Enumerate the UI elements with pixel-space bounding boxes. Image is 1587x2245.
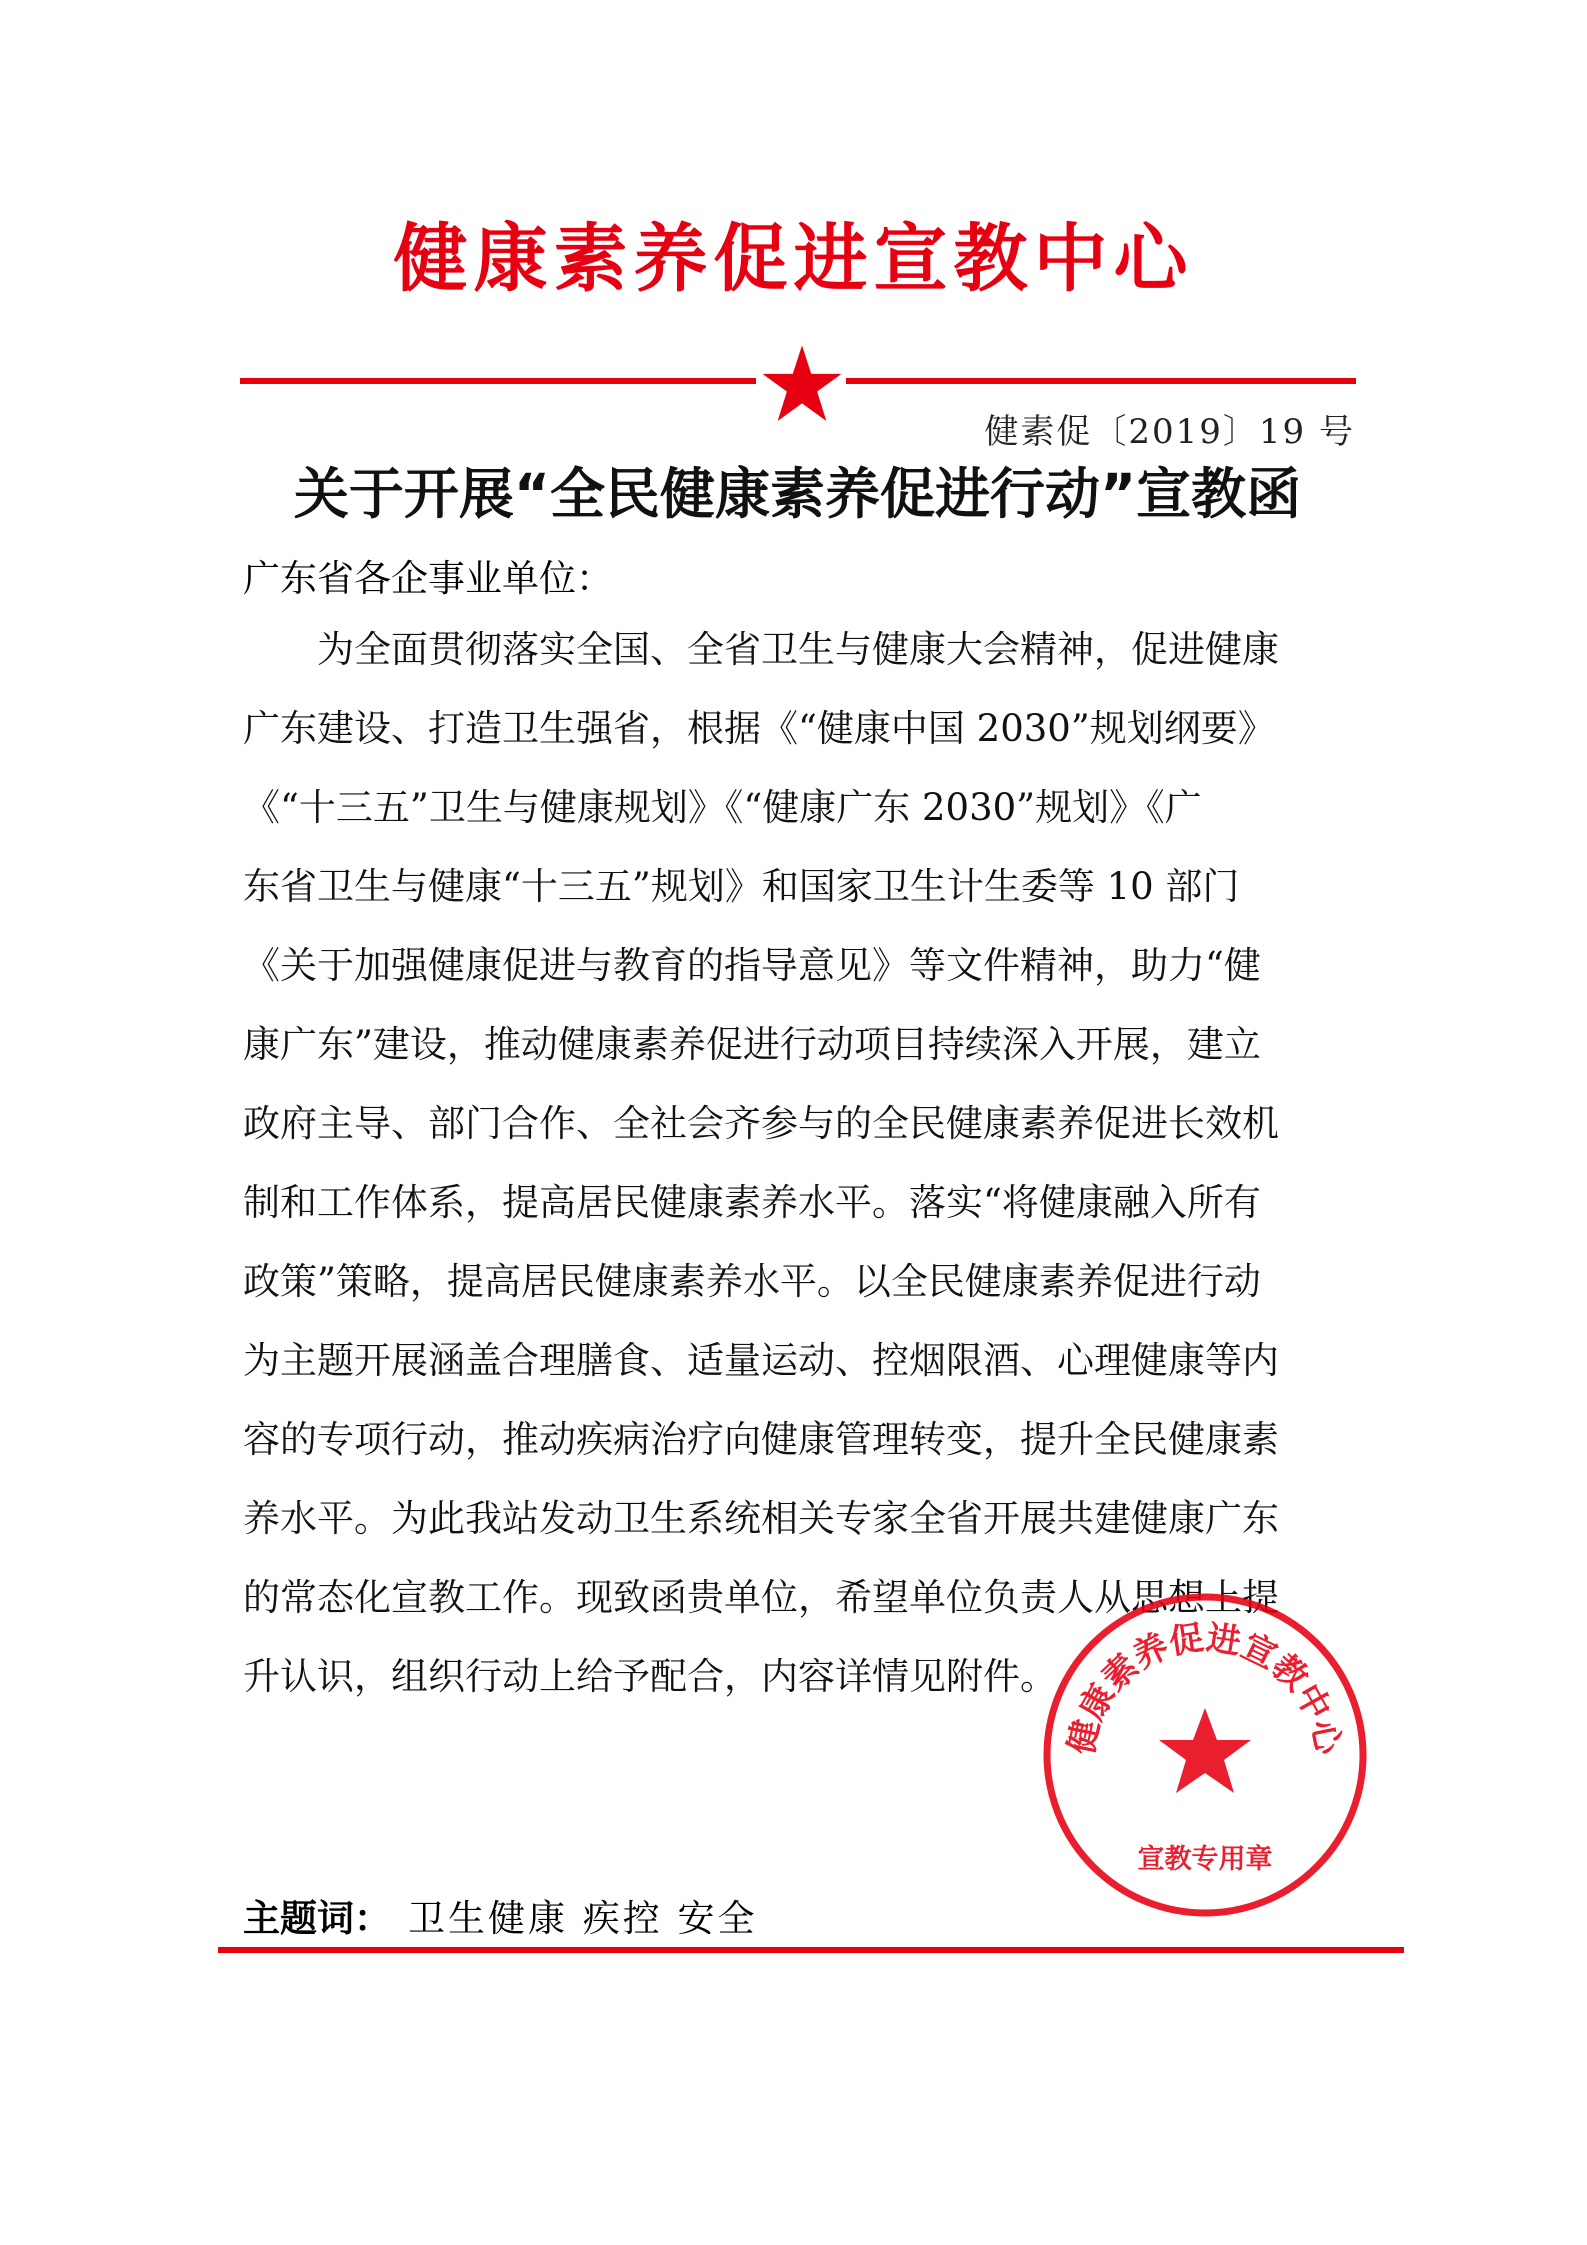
keywords-value: 卫生健康 疾控 安全: [408, 1897, 758, 1940]
body-line: 养水平。为此我站发动卫生系统相关专家全省开展共建健康广东: [243, 1497, 1279, 1540]
org-title: 健康素养促进宣教中心: [393, 216, 1194, 302]
seal-star-icon: [1159, 1708, 1251, 1793]
body-line: 的常态化宣教工作。现致函贵单位，希望单位负责人从思想上提: [243, 1576, 1279, 1619]
star-icon: [760, 342, 844, 426]
body-line: 《关于加强健康促进与教育的指导意见》等文件精神，助力“健: [243, 944, 1261, 987]
body-line: 容的专项行动，推动疾病治疗向健康管理转变，提升全民健康素: [243, 1418, 1279, 1461]
seal-ring-text: 健康素养促进宣教中心: [1061, 1617, 1349, 1758]
body-line: 制和工作体系，提高居民健康素养水平。落实“将健康融入所有: [243, 1181, 1261, 1224]
body-line: 为全面贯彻落实全国、全省卫生与健康大会精神，促进健康: [317, 628, 1279, 671]
addressee: 广东省各企事业单位：: [243, 557, 613, 600]
body-line: 广东建设、打造卫生强省，根据《“健康中国 2030”规划纲要》: [243, 707, 1275, 750]
body-line: 政府主导、部门合作、全社会齐参与的全民健康素养促进长效机: [243, 1102, 1279, 1145]
keywords-label: 主题词：: [243, 1897, 391, 1940]
header-rule-left: [240, 378, 756, 384]
official-seal: [1040, 1590, 1370, 1920]
body-line: 《“十三五”卫生与健康规划》《“健康广东 2030”规划》《广: [243, 786, 1202, 829]
body-line: 东省卫生与健康“十三五”规划》和国家卫生计生委等 10 部门: [243, 865, 1240, 908]
body-line: 升认识，组织行动上给予配合，内容详情见附件。: [243, 1655, 1057, 1698]
seal-bottom-text: 宣教专用章: [1137, 1844, 1273, 1875]
footer-rule: [218, 1947, 1404, 1953]
body-line: 政策”策略，提高居民健康素养水平。以全民健康素养促进行动: [243, 1260, 1261, 1303]
body-text: [243, 610, 1355, 1716]
document-title: 关于开展“全民健康素养促进行动”宣教函: [293, 462, 1302, 526]
document-number: 健素促〔2019〕19 号: [984, 412, 1355, 452]
body-line: 康广东”建设，推动健康素养促进行动项目持续深入开展，建立: [243, 1023, 1261, 1066]
body-line: 为主题开展涵盖合理膳食、适量运动、控烟限酒、心理健康等内: [243, 1339, 1279, 1382]
header-rule-right: [846, 378, 1356, 384]
